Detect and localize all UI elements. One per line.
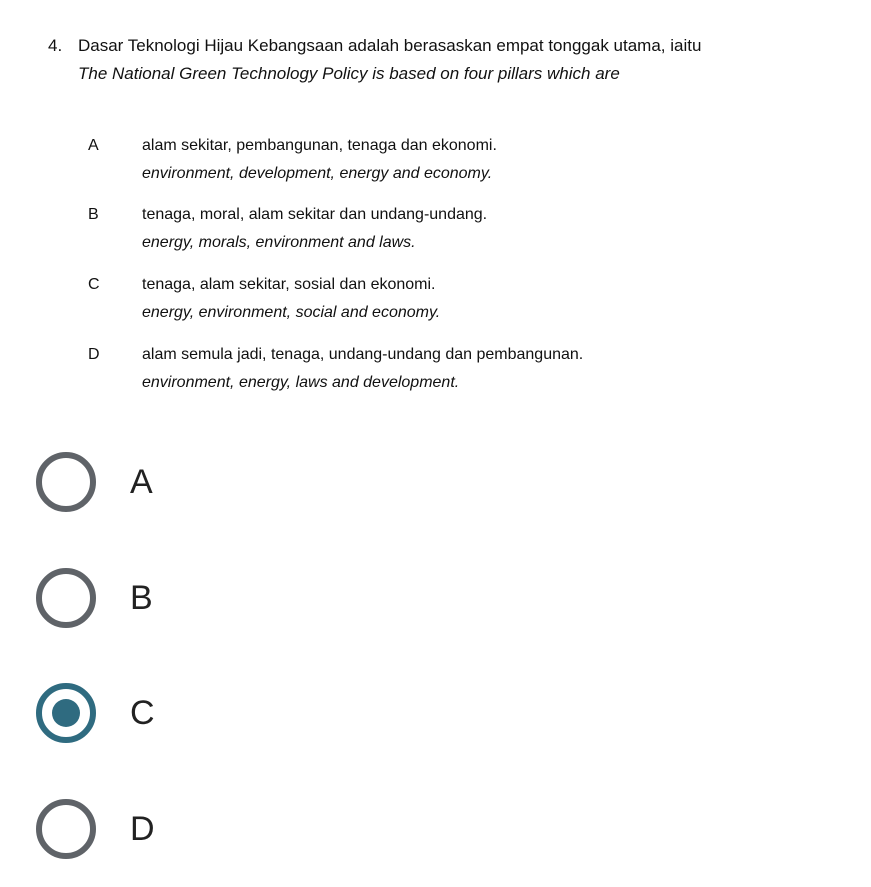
question-english: The National Green Technology Policy is based on four pillars which are — [78, 64, 620, 83]
option-letter: D — [88, 346, 100, 363]
question-text — [78, 32, 701, 88]
radio-button[interactable] — [36, 799, 96, 859]
option-letter: C — [88, 276, 100, 293]
option-malay: alam semula jadi, tenaga, undang-undang dan pembangunan. — [142, 346, 584, 363]
question-malay: Dasar Teknologi Hijau Kebangsaan adalah berasaskan empat tonggak utama, iaitu — [78, 36, 702, 55]
radio-button[interactable] — [36, 452, 96, 512]
choice-label: C — [130, 693, 155, 732]
question-number: 4. — [48, 36, 63, 55]
option-english: environment, energy, laws and development. — [142, 374, 460, 391]
choice-label: D — [130, 809, 155, 848]
radio-button[interactable] — [36, 568, 96, 628]
option-english: energy, morals, environment and laws. — [142, 234, 416, 251]
option-malay: tenaga, alam sekitar, sosial dan ekonomi. — [142, 276, 436, 293]
choice-c[interactable] — [36, 683, 155, 743]
option-letter: B — [88, 206, 99, 223]
choice-a[interactable] — [36, 452, 153, 512]
option-malay: alam sekitar, pembangunan, tenaga dan ekonomi. — [142, 137, 497, 154]
option-letter: A — [88, 137, 99, 154]
option-english: environment, development, energy and economy. — [142, 165, 493, 182]
choice-d[interactable] — [36, 799, 155, 859]
option-english: energy, environment, social and economy. — [142, 304, 441, 321]
choice-label: A — [130, 462, 153, 501]
choice-label: B — [130, 578, 153, 617]
choice-b[interactable] — [36, 568, 153, 628]
option-malay: tenaga, moral, alam sekitar dan undang-undang. — [142, 206, 488, 223]
radio-button-selected[interactable] — [36, 683, 96, 743]
